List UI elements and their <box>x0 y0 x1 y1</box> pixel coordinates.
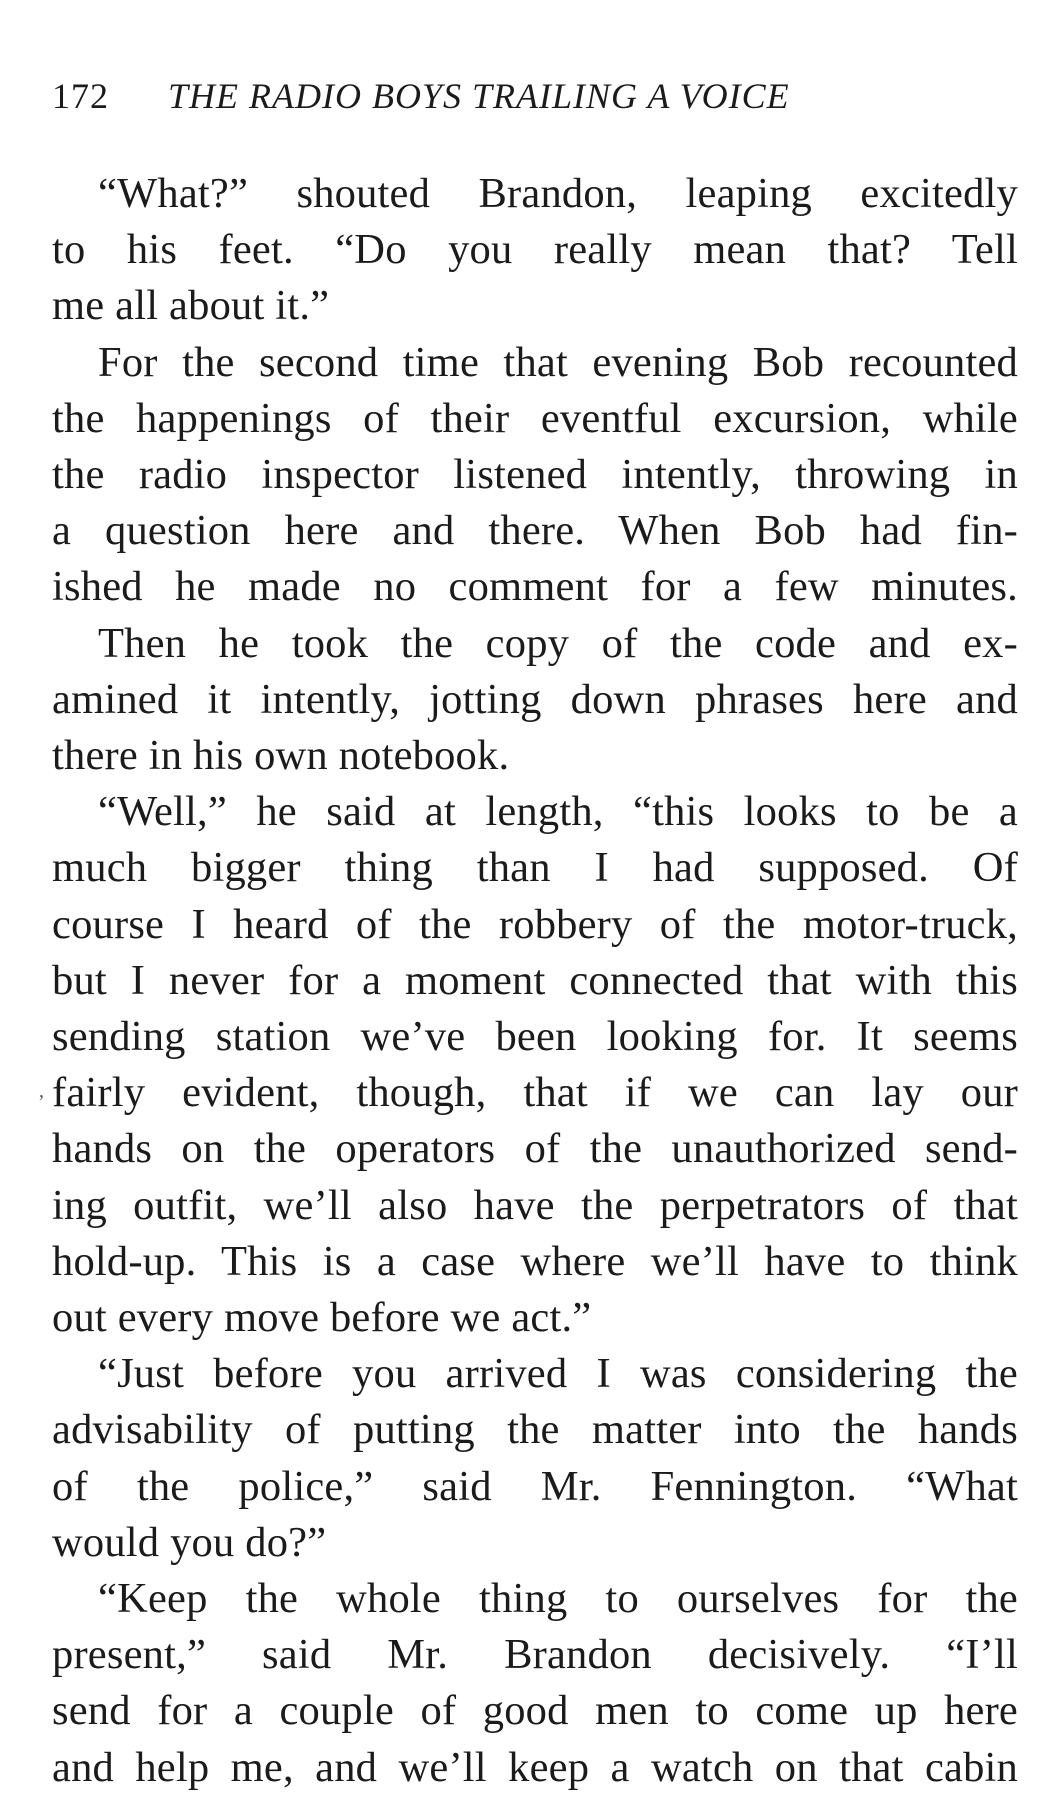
running-head <box>52 74 1012 118</box>
text-line: but I never for a moment connected that with this <box>52 956 1018 1004</box>
text-line: a question here and there. When Bob had fin- <box>52 507 1018 555</box>
text-line: ished he made no comment for a few minutes. <box>52 563 1018 611</box>
text-line: present,” said Mr. Brandon decisively. “I’ll <box>52 1631 1018 1679</box>
text-line: “Well,” he said at length, “this looks to be a <box>98 788 1018 836</box>
stray-ink-mark: , <box>39 1080 44 1102</box>
paragraph <box>52 1346 1018 1571</box>
page-number: 172 <box>52 76 109 116</box>
text-line: amined it intently, jotting down phrases here and <box>52 675 1018 723</box>
text-line: course I heard of the robbery of the motor-truck, <box>52 900 1018 948</box>
text-line: to his feet. “Do you really mean that? Tell <box>52 226 1018 274</box>
text-line: hold-up. This is a case where we’ll have to think <box>52 1237 1018 1285</box>
running-title: THE RADIO BOYS TRAILING A VOICE <box>168 76 790 116</box>
text-line: there in his own notebook. <box>52 732 510 780</box>
text-line: send for a couple of good men to come up here <box>52 1687 1018 1735</box>
text-line: hands on the operators of the unauthorized send- <box>52 1125 1018 1173</box>
paragraph <box>52 784 1018 1346</box>
text-line: “Keep the whole thing to ourselves for the <box>98 1575 1018 1623</box>
text-line: the radio inspector listened intently, throwing in <box>52 451 1018 499</box>
paragraph <box>52 616 1018 785</box>
paragraph <box>52 1571 1018 1796</box>
text-line: ing outfit, we’ll also have the perpetrators of that <box>52 1181 1018 1229</box>
paragraph <box>52 335 1018 616</box>
text-line: much bigger thing than I had supposed. Of <box>52 844 1018 892</box>
text-line: of the police,” said Mr. Fennington. “What <box>52 1462 1018 1510</box>
text-line: Then he took the copy of the code and ex- <box>98 619 1018 667</box>
text-line: fairly evident, though, that if we can lay our <box>52 1069 1018 1117</box>
paragraph <box>52 166 1018 335</box>
text-line: For the second time that evening Bob recounted <box>98 338 1018 386</box>
text-line: and help me, and we’ll keep a watch on that cabin <box>52 1743 1018 1791</box>
text-line: the happenings of their eventful excursion, while <box>52 394 1018 442</box>
text-line: would you do?” <box>52 1518 327 1566</box>
text-line: “Just before you arrived I was considering the <box>98 1350 1018 1398</box>
body-text <box>52 166 1018 1796</box>
text-line: sending station we’ve been looking for. It seems <box>52 1013 1018 1061</box>
text-line: out every move before we act.” <box>52 1294 592 1342</box>
text-line: “What?” shouted Brandon, leaping excitedly <box>98 170 1018 217</box>
text-line: me all about it.” <box>52 282 330 330</box>
text-line: advisability of putting the matter into the hands <box>52 1406 1018 1454</box>
